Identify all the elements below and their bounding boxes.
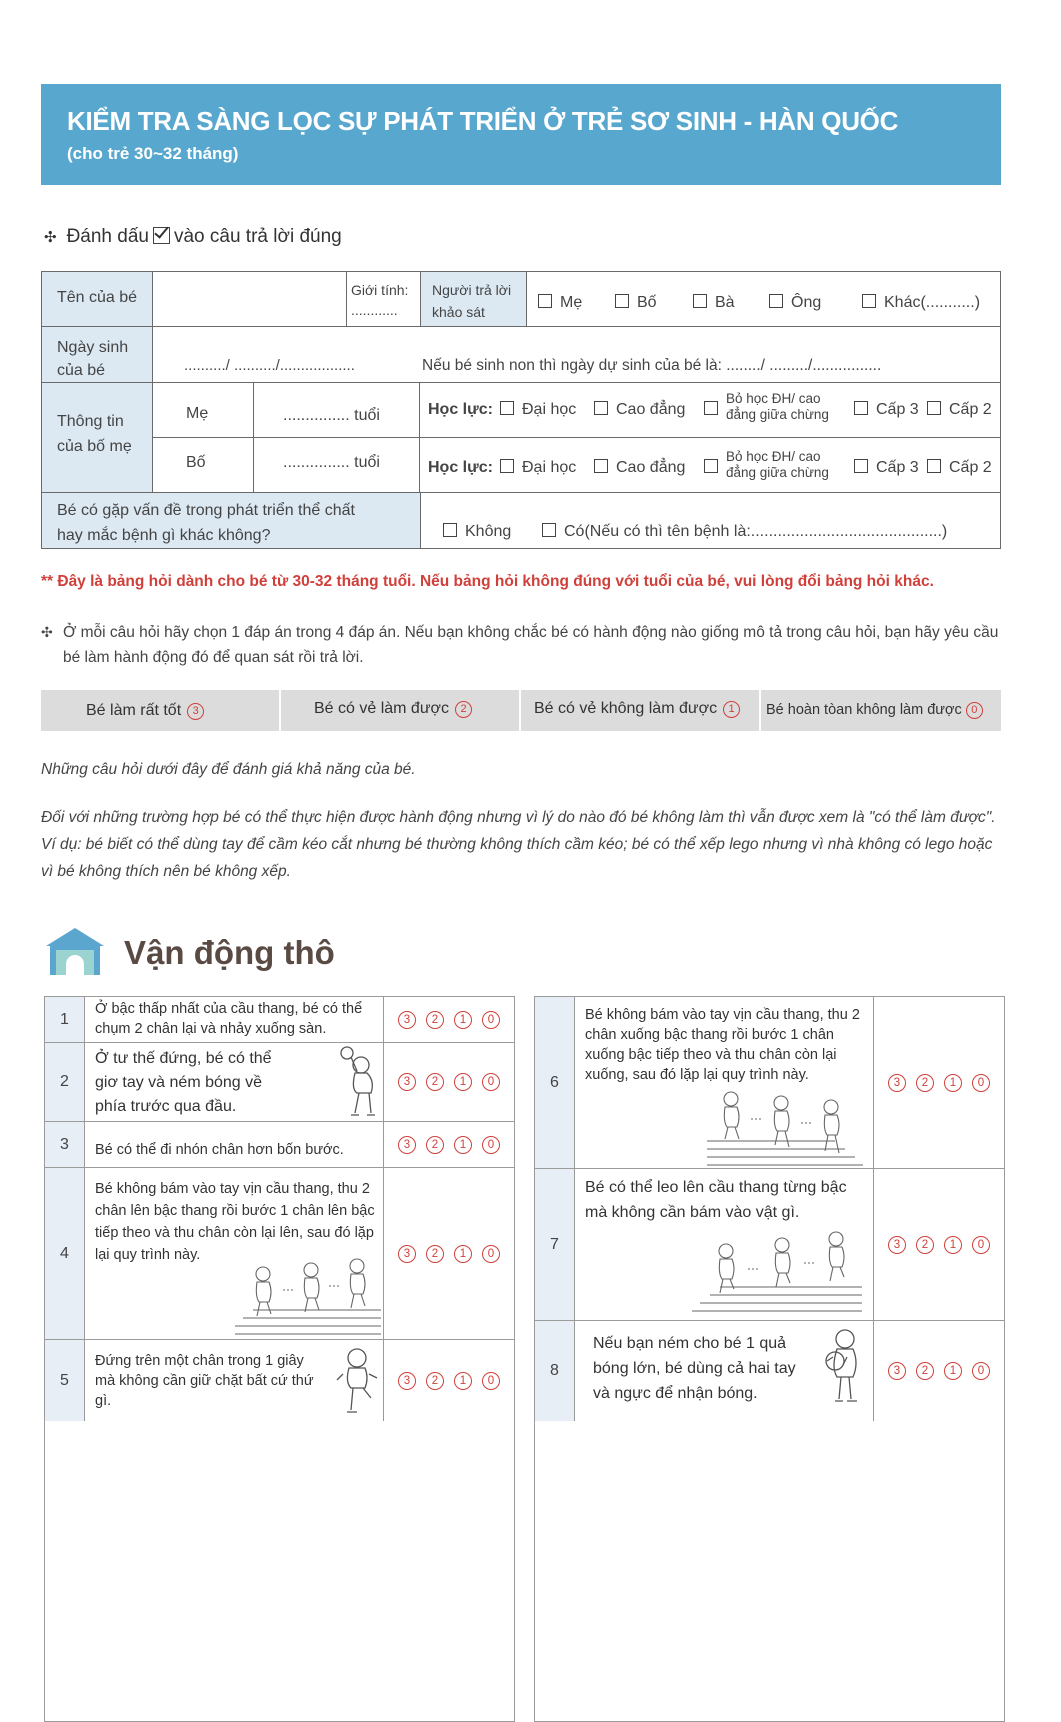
father-edu-college[interactable] bbox=[594, 459, 685, 477]
scale-item-0 bbox=[761, 690, 1001, 731]
checkbox-icon bbox=[704, 459, 718, 473]
edu-option-label: Cấp 3 bbox=[876, 401, 919, 418]
child-standing-one-leg-illustration bbox=[335, 1346, 381, 1416]
scale-item-2 bbox=[281, 690, 519, 731]
answer-option-0[interactable]: 0 bbox=[972, 1074, 990, 1092]
instruction bbox=[44, 226, 342, 248]
answer-option-2[interactable]: 2 bbox=[426, 1245, 444, 1263]
mother-education bbox=[420, 383, 1001, 438]
edu-option-label: Cấp 2 bbox=[949, 401, 992, 418]
scale-label: Bé hoàn tòan không làm được bbox=[766, 702, 962, 718]
question-row-8 bbox=[535, 1321, 1004, 1421]
page-title: KIỂM TRA SÀNG LỌC SỰ PHÁT TRIỂN Ở TRẺ SƠ SINH - HÀN QUỐC bbox=[67, 106, 899, 136]
answer-instruction-text: Ở mỗi câu hỏi hãy chọn 1 đáp án trong 4 đáp án. Nếu bạn không chắc bé có hành động nào giống mô tả trong câu hỏi, bạn hãy yêu cầu bé làm hành động đó để quan sát rồi trả lời. bbox=[63, 624, 999, 666]
dob-label-cell bbox=[42, 327, 153, 383]
education-label: Học lực: bbox=[428, 401, 493, 418]
answer-option-1[interactable]: 1 bbox=[944, 1362, 962, 1380]
house-icon bbox=[44, 926, 106, 976]
answer-options bbox=[383, 997, 514, 1042]
mother-edu-grade12[interactable] bbox=[854, 401, 919, 419]
section-title: Vận động thô bbox=[124, 934, 335, 971]
answer-option-2[interactable]: 2 bbox=[916, 1362, 934, 1380]
answer-option-1[interactable]: 1 bbox=[944, 1074, 962, 1092]
mother-age-input[interactable] bbox=[254, 383, 420, 438]
age-warning-note: ** Đây là bảng hỏi dành cho bé từ 30-32 tháng tuổi. Nếu bảng hỏi không đúng với tuổi của bé, vui lòng đổi bảng hỏi khác. bbox=[41, 573, 934, 590]
child-descending-stairs-illustration bbox=[705, 1089, 865, 1167]
answer-option-3[interactable]: 3 bbox=[398, 1136, 416, 1154]
answer-option-0[interactable]: 0 bbox=[972, 1236, 990, 1254]
question-row-3 bbox=[45, 1122, 514, 1168]
respondent-label-cell bbox=[421, 272, 527, 327]
answer-option-3[interactable]: 3 bbox=[888, 1074, 906, 1092]
dob-row bbox=[153, 327, 1001, 383]
checkbox-icon bbox=[594, 401, 608, 415]
health-no-label: Không bbox=[465, 523, 512, 540]
dropout-line2: đẳng giữa chừng bbox=[726, 465, 829, 480]
child-catching-ball-illustration bbox=[817, 1327, 867, 1407]
checkbox-icon bbox=[769, 294, 783, 308]
four-diamond-icon: ✣ bbox=[44, 229, 57, 246]
checkbox-icon bbox=[443, 523, 457, 537]
health-option-yes[interactable] bbox=[542, 523, 947, 541]
answer-option-0[interactable]: 0 bbox=[482, 1011, 500, 1029]
answer-option-2[interactable]: 2 bbox=[426, 1011, 444, 1029]
education-label: Học lực: bbox=[428, 459, 493, 476]
father-label-cell bbox=[153, 438, 254, 493]
parents-label-cell bbox=[42, 383, 153, 493]
respondent-option-label: Bố bbox=[637, 294, 657, 311]
question-number: 7 bbox=[535, 1169, 575, 1320]
question-row-6 bbox=[535, 997, 1004, 1169]
circled-score-icon: 0 bbox=[966, 702, 983, 719]
question-number: 6 bbox=[535, 997, 575, 1168]
circled-score-icon: 3 bbox=[187, 703, 204, 720]
dob-label-line2: của bé bbox=[57, 362, 106, 379]
checkbox-icon bbox=[500, 401, 514, 415]
page-subtitle: (cho trẻ 30~32 tháng) bbox=[67, 144, 239, 163]
father-age: ............... tuổi bbox=[283, 454, 380, 471]
answer-option-3[interactable]: 3 bbox=[888, 1236, 906, 1254]
dob-label-line1: Ngày sinh bbox=[57, 339, 129, 356]
question-text: Ở tư thế đứng, bé có thể giơ tay và ném bóng về phía trước qua đầu. bbox=[95, 1050, 272, 1115]
mother-edu-grade9[interactable] bbox=[927, 401, 992, 419]
answer-option-1[interactable]: 1 bbox=[454, 1073, 472, 1091]
mother-label: Mẹ bbox=[186, 405, 209, 422]
answer-option-2[interactable]: 2 bbox=[426, 1372, 444, 1390]
answer-option-3[interactable]: 3 bbox=[888, 1362, 906, 1380]
circled-score-icon: 1 bbox=[723, 701, 740, 718]
page-header bbox=[41, 84, 1001, 185]
answer-option-1[interactable]: 1 bbox=[454, 1245, 472, 1263]
checkbox-icon bbox=[704, 401, 718, 415]
answer-option-0[interactable]: 0 bbox=[482, 1073, 500, 1091]
scale-item-1 bbox=[521, 690, 759, 731]
question-text: Nếu bạn ném cho bé 1 quả bóng lớn, bé dùng cả hai tay và ngực để nhận bóng. bbox=[593, 1335, 796, 1402]
checkbox-icon bbox=[927, 459, 941, 473]
answer-option-1[interactable]: 1 bbox=[454, 1372, 472, 1390]
intro-paragraph: Những câu hỏi dưới đây để đánh giá khả năng của bé. bbox=[41, 761, 416, 778]
health-question-cell bbox=[42, 493, 421, 549]
answer-option-2[interactable]: 2 bbox=[916, 1236, 934, 1254]
checkbox-icon bbox=[500, 459, 514, 473]
edu-option-label: Cấp 3 bbox=[876, 459, 919, 476]
father-label: Bố bbox=[186, 454, 206, 471]
checkbox-icon bbox=[594, 459, 608, 473]
answer-option-3[interactable]: 3 bbox=[398, 1372, 416, 1390]
parents-label-line2: của bố mẹ bbox=[57, 438, 132, 455]
answer-option-0[interactable]: 0 bbox=[482, 1245, 500, 1263]
checkmark-box-icon bbox=[153, 227, 170, 244]
answer-option-1[interactable]: 1 bbox=[454, 1136, 472, 1154]
checkbox-icon bbox=[854, 459, 868, 473]
edu-option-label: Đại học bbox=[522, 401, 577, 418]
father-edu-grade12[interactable] bbox=[854, 459, 919, 477]
answer-instruction bbox=[41, 620, 1006, 670]
respondent-option-label: Bà bbox=[715, 294, 735, 311]
answer-options bbox=[383, 1122, 514, 1167]
answer-option-2[interactable]: 2 bbox=[426, 1136, 444, 1154]
mother-edu-college[interactable] bbox=[594, 401, 685, 419]
question-text: Bé không bám vào tay vịn cầu thang, thu 2 chân lên bậc thang rồi bước 1 chân lên bậc tiếp theo và thu chân còn lại lên, sau đó lặp lại quy trình này. bbox=[95, 1181, 375, 1263]
answer-option-0[interactable]: 0 bbox=[482, 1372, 500, 1390]
answer-options bbox=[873, 997, 1004, 1168]
checkbox-icon bbox=[542, 523, 556, 537]
checkbox-icon bbox=[927, 401, 941, 415]
question-number: 1 bbox=[45, 997, 85, 1042]
checkbox-icon bbox=[854, 401, 868, 415]
health-yes-label: Có(Nếu có thì tên bệnh là:...........................................) bbox=[564, 523, 948, 540]
mother-age: ............... tuổi bbox=[283, 407, 380, 424]
scale-item-3 bbox=[41, 690, 279, 731]
answer-option-3[interactable]: 3 bbox=[398, 1073, 416, 1091]
question-text: Bé có thể leo lên cầu thang từng bậc mà không cần bám vào vật gì. bbox=[585, 1179, 847, 1221]
respondent-label-line1: Người trả lời bbox=[432, 282, 512, 298]
checkbox-icon bbox=[615, 294, 629, 308]
premature-due-date[interactable]: Nếu bé sinh non thì ngày dự sinh của bé là: ......../ ........./................ bbox=[422, 357, 882, 374]
question-text: Bé không bám vào tay vịn cầu thang, thu 2 chân xuống bậc thang rồi bước 1 chân xuống bậc tiếp theo và thu chân còn lại xuống, sau đó lặp lại quy trình này. bbox=[585, 1007, 860, 1083]
question-row-4 bbox=[45, 1168, 514, 1340]
info-form bbox=[41, 271, 1001, 549]
question-text: Ở bậc thấp nhất của cầu thang, bé có thể chụm 2 chân lại và nhảy xuống sàn. bbox=[95, 1001, 363, 1037]
checkbox-icon bbox=[862, 294, 876, 308]
scale-label: Bé làm rất tốt bbox=[86, 702, 182, 719]
answer-option-2[interactable]: 2 bbox=[916, 1074, 934, 1092]
checkbox-icon bbox=[693, 294, 707, 308]
gender-label: Giới tính: bbox=[351, 282, 409, 298]
respondent-option-label: Mẹ bbox=[560, 294, 583, 311]
instruction-prefix: Đánh dấu bbox=[66, 226, 149, 247]
respondent-option-label: Khác(...........) bbox=[884, 294, 981, 311]
scale-label: Bé có vẻ không làm được bbox=[534, 700, 718, 717]
question-number: 5 bbox=[45, 1340, 85, 1421]
mother-edu-university[interactable] bbox=[500, 401, 576, 419]
question-row-2 bbox=[45, 1043, 514, 1122]
answer-options bbox=[383, 1340, 514, 1421]
answer-option-2[interactable]: 2 bbox=[426, 1073, 444, 1091]
answer-option-0[interactable]: 0 bbox=[482, 1136, 500, 1154]
child-climbing-stairs-illustration bbox=[690, 1229, 865, 1313]
dropout-line2: đẳng giữa chừng bbox=[726, 407, 829, 422]
health-option-no[interactable] bbox=[443, 523, 511, 541]
name-label: Tên của bé bbox=[57, 289, 138, 306]
instruction-suffix: vào câu trả lời đúng bbox=[173, 226, 342, 247]
checkbox-icon bbox=[538, 294, 552, 308]
dob-input[interactable]: ........../ ........../.................. bbox=[184, 357, 355, 374]
question-row-1 bbox=[45, 997, 514, 1043]
question-number: 4 bbox=[45, 1168, 85, 1339]
answer-options bbox=[383, 1168, 514, 1339]
mother-edu-dropout[interactable] bbox=[704, 391, 829, 423]
question-number: 3 bbox=[45, 1122, 85, 1167]
answer-option-1[interactable]: 1 bbox=[454, 1011, 472, 1029]
question-row-5 bbox=[45, 1340, 514, 1421]
questions-table-right bbox=[534, 996, 1005, 1722]
father-education bbox=[420, 438, 1001, 493]
answer-option-0[interactable]: 0 bbox=[972, 1362, 990, 1380]
respondent-option-mother[interactable] bbox=[538, 294, 582, 312]
question-number: 2 bbox=[45, 1043, 85, 1121]
father-edu-grade9[interactable] bbox=[927, 459, 992, 477]
question-number: 8 bbox=[535, 1321, 575, 1421]
child-throwing-ball-illustration bbox=[337, 1045, 381, 1121]
respondent-option-grandmother[interactable] bbox=[693, 294, 735, 312]
father-age-input[interactable] bbox=[254, 438, 420, 493]
scale-label: Bé có vẻ làm được bbox=[314, 700, 450, 717]
answer-option-3[interactable]: 3 bbox=[398, 1245, 416, 1263]
answer-options bbox=[383, 1043, 514, 1121]
answer-option-3[interactable]: 3 bbox=[398, 1011, 416, 1029]
respondent-option-other[interactable] bbox=[862, 294, 980, 312]
answer-options bbox=[873, 1169, 1004, 1320]
respondent-option-father[interactable] bbox=[615, 294, 657, 312]
answer-option-1[interactable]: 1 bbox=[944, 1236, 962, 1254]
father-edu-dropout[interactable] bbox=[704, 449, 829, 481]
dropout-line1: Bỏ học ĐH/ cao bbox=[726, 391, 821, 406]
respondent-options bbox=[527, 272, 1001, 327]
edu-option-label: Đại học bbox=[522, 459, 577, 476]
health-question-line1: Bé có gặp vấn đề trong phát triển thể chất bbox=[57, 502, 355, 519]
answer-options bbox=[873, 1321, 1004, 1421]
question-text: Bé có thể đi nhón chân hơn bốn bước. bbox=[95, 1142, 344, 1158]
respondent-label-line2: khảo sát bbox=[432, 304, 485, 320]
edu-option-label: Cao đẳng bbox=[616, 401, 686, 418]
father-edu-university[interactable] bbox=[500, 459, 576, 477]
health-options bbox=[421, 493, 1001, 549]
question-row-7 bbox=[535, 1169, 1004, 1321]
dropout-line1: Bỏ học ĐH/ cao bbox=[726, 449, 821, 464]
circled-score-icon: 2 bbox=[455, 701, 472, 718]
name-input[interactable] bbox=[153, 272, 347, 327]
child-climbing-stairs-illustration bbox=[233, 1256, 383, 1336]
gender-blank: ............ bbox=[351, 302, 398, 318]
health-question-line2: hay mắc bệnh gì khác không? bbox=[57, 527, 271, 544]
four-diamond-icon: ✣ bbox=[41, 624, 53, 640]
parents-label-line1: Thông tin bbox=[57, 413, 124, 430]
explanation-paragraph: Đối với những trường hợp bé có thể thực hiện được hành động nhưng vì lý do nào đó bé không làm thì vẫn được xem là "có thể làm được". Ví dụ: bé biết có thể dùng tay để cầm kéo cắt nhưng bé thường không thích cầm kéo; bé có thể xếp lego nhưng vì nhà không có lego hoặc vì bé không thích nên bé không xếp. bbox=[41, 809, 996, 880]
gender-cell[interactable] bbox=[347, 272, 421, 327]
questions-table-left bbox=[44, 996, 515, 1722]
respondent-option-grandfather[interactable] bbox=[769, 294, 821, 312]
question-text: Đứng trên một chân trong 1 giây mà không cần giữ chặt bất cứ thứ gì. bbox=[95, 1353, 314, 1409]
mother-label-cell bbox=[153, 383, 254, 438]
name-label-cell bbox=[42, 272, 153, 327]
edu-option-label: Cấp 2 bbox=[949, 459, 992, 476]
respondent-option-label: Ông bbox=[791, 294, 822, 311]
edu-option-label: Cao đẳng bbox=[616, 459, 686, 476]
